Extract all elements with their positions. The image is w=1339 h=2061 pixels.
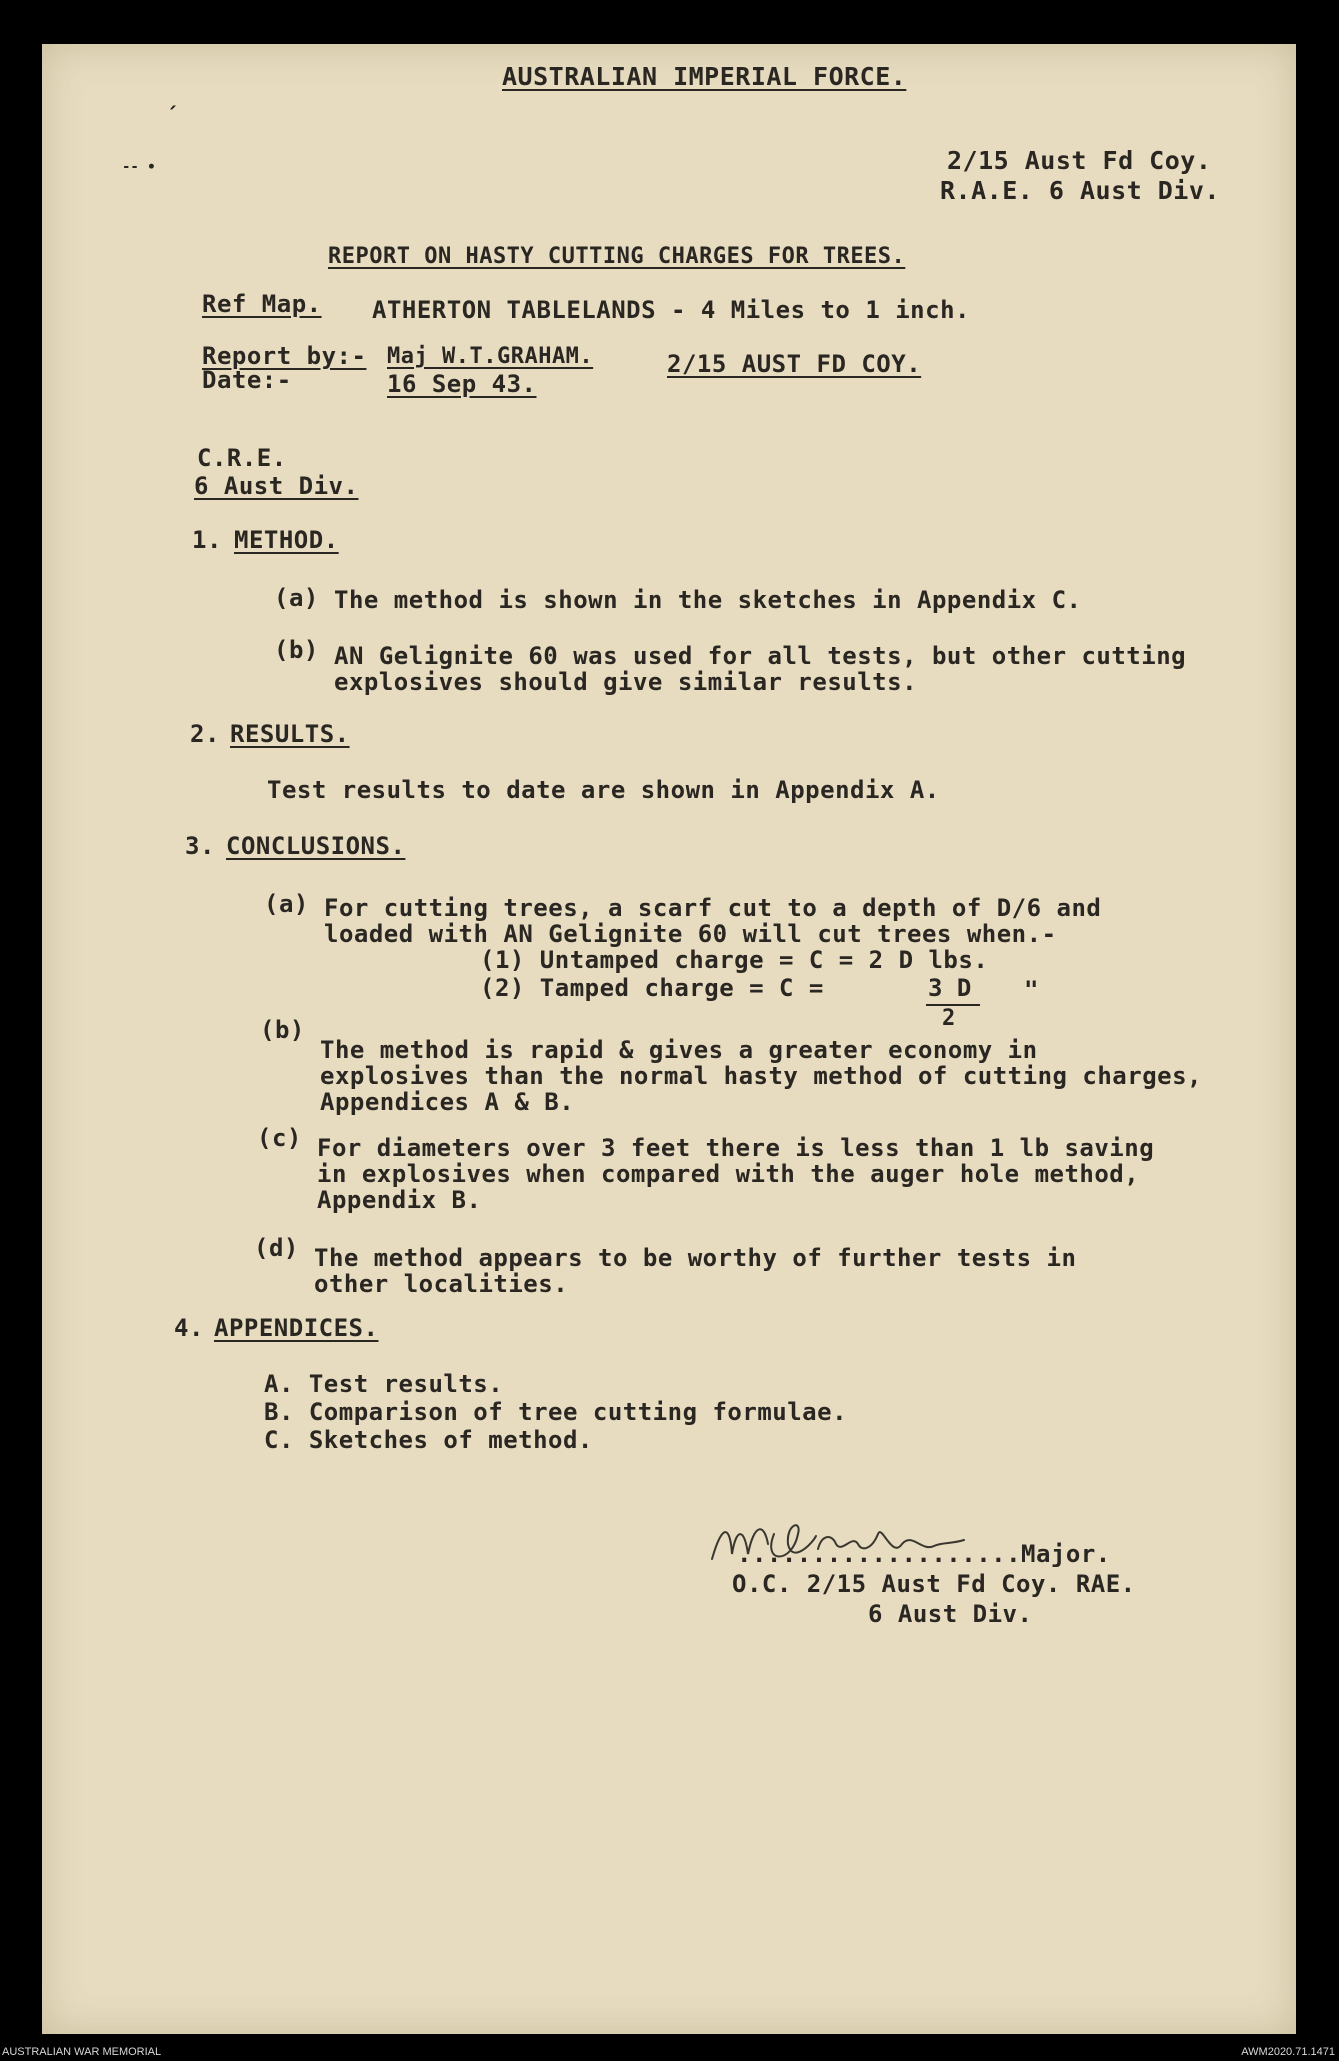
method-number: 1. [192,526,222,554]
signature-division: 6 Aust Div. [868,1600,1033,1628]
conclusions-d-line-2: other localities. [314,1270,569,1298]
report-by-unit: 2/15 AUST FD COY. [667,350,922,378]
method-b-line-1: AN Gelignite 60 was used for all tests, but other cutting [334,642,1187,670]
conclusions-b-line-1: The method is rapid & gives a greater economy in [320,1036,1038,1064]
conclusions-c-line-2: in explosives when compared with the auger hole method, [317,1160,1140,1188]
conclusions-a-label: (a) [264,890,309,918]
ink-mark: -- ∙ [122,159,156,175]
footer-right: AWM2020.71.1471 [1241,2046,1335,2058]
addressee-line-1: C.R.E. [197,444,287,472]
conclusions-d-label: (d) [254,1234,299,1262]
addressee-line-2: 6 Aust Div. [194,472,359,500]
conclusions-b-label: (b) [260,1016,305,1044]
document-page [42,44,1296,2034]
conclusions-a-item-2-prefix: (2) Tamped charge = C = [480,974,824,1002]
date-label: Date:- [202,366,292,394]
results-heading: RESULTS. [230,720,350,748]
conclusions-c-line-3: Appendix B. [317,1186,482,1214]
date-value: 16 Sep 43. [387,370,537,398]
method-b-label: (b) [274,636,319,664]
report-title: REPORT ON HASTY CUTTING CHARGES FOR TREES. [328,244,906,269]
appendices-number: 4. [174,1314,204,1342]
ref-map-label: Ref Map. [202,290,322,318]
conclusions-a-item-2-suffix: " [1024,976,1039,1004]
conclusions-d-line-1: The method appears to be worthy of further tests in [314,1244,1077,1272]
conclusions-c-line-1: For diameters over 3 feet there is less than 1 lb saving [317,1134,1155,1162]
conclusions-a-line-1: For cutting trees, a scarf cut to a depth of D/6 and [324,894,1102,922]
footer-left: AUSTRALIAN WAR MEMORIAL [2,2046,162,2058]
results-number: 2. [190,720,220,748]
conclusions-b-line-2: explosives than the normal hasty method of cutting charges, [320,1062,1203,1090]
method-a-text: The method is shown in the sketches in Appendix C. [334,586,1082,614]
conclusions-number: 3. [185,832,215,860]
conclusions-a-item-1: (1) Untamped charge = C = 2 D lbs. [480,946,989,974]
signature-line: ...................Major. [737,1540,1111,1568]
conclusions-a-line-2: loaded with AN Gelignite 60 will cut trees when.- [324,920,1057,948]
unit-line-2: R.A.E. 6 Aust Div. [940,176,1220,205]
results-text: Test results to date are shown in Appendix A. [267,776,940,804]
organisation-heading: AUSTRALIAN IMPERIAL FORCE. [502,62,907,91]
ink-mark: ˏ [166,84,180,109]
method-heading: METHOD. [234,526,339,554]
conclusions-c-label: (c) [257,1124,302,1152]
method-b-line-2: explosives should give similar results. [334,668,918,696]
unit-line-1: 2/15 Aust Fd Coy. [947,146,1212,175]
conclusions-b-line-3: Appendices A & B. [320,1088,575,1116]
report-by-value: Maj W.T.GRAHAM. [387,344,594,369]
appendix-item: A. Test results. [264,1370,504,1398]
method-a-label: (a) [274,584,319,612]
report-by-label: Report by:- [202,342,367,370]
appendix-item: C. Sketches of method. [264,1426,593,1454]
formula-denominator: 2 [942,1006,956,1031]
appendices-heading: APPENDICES. [214,1314,379,1342]
ref-map-value: ATHERTON TABLELANDS - 4 Miles to 1 inch. [372,296,970,324]
appendix-item: B. Comparison of tree cutting formulae. [264,1398,848,1426]
signature-title: O.C. 2/15 Aust Fd Coy. RAE. [732,1570,1136,1598]
formula-numerator: 3 D [928,974,972,1002]
conclusions-heading: CONCLUSIONS. [226,832,406,860]
